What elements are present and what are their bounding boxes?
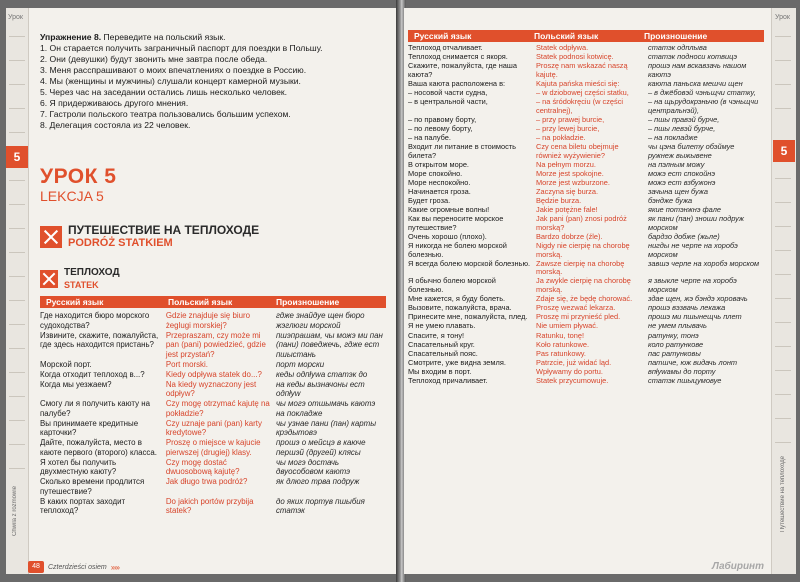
table-row [408,332,764,341]
cell-pron: статэк одплыва [648,43,707,52]
table-row [408,125,764,134]
cell-pron: бэндже бужа [648,196,693,206]
table-row [40,360,386,370]
cell-pl: Morze jest wzburzone. [536,177,610,187]
table-row [408,377,764,386]
cell-pron: гдже знайдуе щен бюро жэглюги морской [275,311,365,330]
rail-label: Урок [775,14,790,21]
table-row [40,477,386,496]
cell-ru: Я обычно болею морской болезнью. [408,276,496,295]
cell-ru: Мы входим в порт. [408,366,472,376]
cell-pl: Patrzcie, już widać ląd. [536,357,612,367]
cell-pl: – na pokładzie. [536,132,586,142]
cell-pl: Port morski. [165,359,208,369]
cell-ru: Скажите, пожалуйста, где наша каюта? [408,61,517,79]
table-row [40,419,386,438]
cell-pl: Na pełnym morzu. [536,159,596,169]
table-row [40,438,386,457]
cell-pron: нигды не черпе на хоробэ морском [648,241,738,259]
table-row [40,331,386,360]
cell-pl: Morze jest spokojne. [536,168,604,178]
exercise-title: Упражнение 8. [40,32,102,42]
subsection-title-pl: STATEK [64,280,99,290]
cell-pron: – на щьрудокрэньчю (в чэньщчи центральнэй), [648,97,759,115]
cell-ru: – по левому борту, [408,123,473,133]
cell-pron: чы могэ отшымачь каютэ на покладже [275,399,376,418]
cell-pron: прошэ нам вскавзачь нашом каютэ [648,61,747,79]
cell-ru: В открытом море. [408,159,469,169]
cell-pron: я звыкле черпе на хоробэ морском [648,276,737,295]
chevrons-icon: ››››› [110,562,120,572]
exercise-item: 7. Гастроли польского театра пользовались большим успехом. [40,109,291,119]
cell-ru: Дайте, пожалуйста, место в каюте первого (второго) класса. [40,438,157,457]
table-row [40,399,386,418]
cell-pl: Proszę mi przynieść pled. [536,312,621,322]
cell-pl: Jak pani (pan) znosi podróż morską? [536,214,627,232]
table-row [408,277,764,294]
cross-icon [40,226,62,248]
cell-ru: – носовой части судна, [408,87,488,97]
left-page [6,8,398,574]
section-title-ru: ПУТЕШЕСТВИЕ НА ТЕПЛОХОДЕ [68,223,260,237]
lesson-title-ru: УРОК 5 [40,165,117,188]
cell-pron: чы узнае пани (пан) карты крэдытовэ [275,418,377,437]
cell-pron: патшче, юж видачь лонт [648,357,738,367]
cell-ru: Смогу ли я получить каюту на палубе? [40,399,151,418]
cell-pl: Bardzo dobrze (źle). [536,231,603,241]
page-number: 48 [28,561,44,573]
cell-pl: – w dziobowej części statku, [536,87,629,97]
cell-ru: Входит ли питание в стоимость билета? [408,142,517,160]
header-pronunciation: Произношение [644,31,708,41]
cell-pron: чы могэ достачь двуособовом каютэ [275,457,351,476]
cell-pron: бардзо добже (жьле) [648,231,720,241]
cell-pl: Gdzie znajduje się biuro żeglugi morskiej? [165,311,251,330]
table-row [408,215,764,232]
cell-ru: – в центральной части, [408,97,488,107]
cell-pron: можэ ест спокойнэ [648,168,716,178]
cell-pron: прошэ вэзвачь лекажа [648,303,726,313]
cell-pl: Nigdy nie cierpię na chorobę morską. [536,241,630,259]
cell-pron: – на покладже [648,132,698,142]
rail-label: Урок [8,14,23,21]
cell-ru: Извините, скажите, пожалуйста, где здесь находится пристань? [40,330,159,349]
cell-pron: пшэпрашам, чы можэ ми пан (пани) поведжечь, гдже ест пшыстань [275,330,383,359]
rail-tab-lesson[interactable]: 5 [6,146,28,168]
cell-pl: Czy uznaje pani (pan) karty kredytowe? [165,418,262,437]
cell-pl: Jak długo trwa podróż? [165,477,248,486]
cell-pl: Proszę o miejsce w kajucie pierwszej (drugiej) klasy. [165,438,261,457]
cell-pl: – przy prawej burcie, [536,114,605,124]
cell-pl: Kiedy odpływa statek do...? [165,369,262,379]
cell-pl: Proszę nam wskazać naszą kajutę. [536,61,628,79]
cell-pl: Czy mogę dostać dwuosobową kajutę? [165,457,240,476]
cell-ru: Море спокойно. [408,168,463,178]
cell-ru: Спасательный круг. [408,339,475,349]
header-pronunciation: Произношение [276,297,340,307]
header-russian: Русский язык [414,31,472,41]
cell-pl: Zaczyna się burza. [536,187,599,196]
exercise-instruction: Переведите на польский язык. [103,32,226,42]
cell-ru: Море неспокойно. [408,177,471,187]
cell-pl: Przepraszam, czy może mi pan (pani) powiedzieć, gdzie jest przystań? [165,330,266,359]
table-row [408,98,764,115]
lesson-heading [40,166,116,204]
cell-pl: Na kiedy wyznaczony jest odpływ? [165,379,257,398]
cell-pron: пас ратунковы [648,348,701,358]
cell-pron: ратунку, тонэ [648,330,699,340]
cell-pron: зачына щен бужа [648,187,708,196]
table-row [40,380,386,399]
cell-ru: Когда мы уезжаем? [40,379,112,389]
exercise-item: 3. Меня расспрашивают о моих впечатлениях о поездке в Россию. [40,65,307,75]
cell-pron: впływaмы до порту [648,366,716,376]
cell-pron: – пшы левэй бурче, [648,123,716,133]
cell-pron: статэк пшыцумовуе [648,375,722,385]
cell-pron: як длюго трва подруж [275,477,360,486]
cell-ru: Где находится бюро морского судоходства? [40,311,150,330]
exercise-item: 6. Я придерживаюсь другого мнения. [40,98,189,108]
cell-ru: Я всегда болею морской болезнью. [408,258,531,268]
table-row [40,458,386,477]
cell-ru: – по правому борту, [408,114,477,124]
exercise-item: 5. Через час на заседании остались лишь несколько человек. [40,87,288,97]
watermark-logo: Лабиринт [711,561,764,572]
cell-ru: Мне кажется, я буду болеть. [408,294,506,304]
cell-pron: на пэлным можу [648,159,705,169]
table-header [40,296,386,308]
exercise-item: 8. Делегация состояла из 22 человек. [40,120,191,130]
page-footer [28,560,398,574]
cell-ru: Принесите мне, пожалуйста, плед. [408,312,528,322]
cell-pron: прошэ о мейсцэ в каюче першэй (другей) клясы [275,438,366,457]
table-row [408,350,764,359]
cell-pron: статэк подноси котвицэ [648,52,738,62]
exercise-8 [40,32,385,131]
cell-pl: – przy lewej burcie, [536,123,600,133]
cell-pl: Do jakich portów przybija statek? [165,496,254,515]
exercise-item: 4. Мы (женщины и мужчины) слушали концерт камерной музыки. [40,76,301,86]
cell-ru: Смотрите, уже видна земля. [408,357,506,367]
cell-pron: якие потэнжнэ фале [648,205,721,215]
cell-pron: каюта паньска мешчи щен [648,78,743,88]
header-polish: Польский язык [534,31,599,41]
cell-pl: Nie umiem pływać. [536,321,599,331]
exercise-item: 2. Они (девушки) будут звонить мне завтра после обеда. [40,54,268,64]
right-page [404,8,796,574]
cell-ru: Теплоход отчаливает. [408,43,483,52]
exercise-item: 1. Он старается получить заграничный паспорт для поездки в Польшу. [40,43,323,53]
cross-icon [40,270,58,288]
cell-pl: Wpływamy do portu. [536,366,603,376]
cell-pron: на кеды вызначоны ест одпływ [275,379,365,398]
cell-pron: порт морски [275,359,325,369]
cell-pron: завшэ черпе на хоробэ морском [648,258,760,268]
cell-ru: Спасательный пояс. [408,348,478,358]
cell-pron: не умем плывачь [648,321,707,331]
cell-ru: Спасите, я тону! [408,330,465,340]
cell-pl: Statek przycumowuje. [536,375,609,385]
cell-ru: Я хотел бы получить двухместную каюту? [40,457,117,476]
cell-pron: прошэ ми пшынещчь плет [648,312,742,322]
cell-ru: Морской порт. [40,359,92,369]
cell-ru: Я не умею плавать. [408,321,476,331]
table-row [408,341,764,350]
cell-ru: Вызовите, пожалуйста, врача. [408,303,512,313]
cell-pl: Koło ratunkowe. [536,339,589,349]
cell-pron: як пани (пан) зноши подруж морском [648,214,745,232]
section-title-pl: PODRÓŻ STATKIEM [68,237,173,249]
lesson-title-pl: LEKCJA 5 [40,188,104,204]
table-header [408,30,764,42]
cell-pl: Statek podnosi kotwicę. [536,52,614,62]
cell-pl: Zdaje się, że będę chorować. [536,294,633,304]
table-row [408,62,764,79]
cell-pron: коло ратункове [648,339,704,349]
cell-ru: Начинается гроза. [408,187,471,196]
phrase-table-right [408,44,764,386]
rail-tab-lesson[interactable]: 5 [773,140,795,162]
section-heading-journey [40,224,259,249]
cell-pl: Proszę wezwać lekarza. [536,303,616,313]
cell-ru: Какие огромные волны! [408,205,490,215]
cell-ru: Теплоход снимается с якоря. [408,52,508,62]
cell-pron: кеды одпływa статэк до [275,369,368,379]
cell-pl: Czy cena biletu obejmuje również wyżywienie? [536,142,619,160]
cell-pron: чы цэна билету обэймуе ружнеж выжывене [648,142,735,160]
section-heading-ship [40,266,120,291]
cell-ru: Теплоход причаливает. [408,375,488,385]
cell-ru: Сколько времени продлится путешествие? [40,477,145,496]
cell-pron: можэ ест взбужонэ [648,177,716,187]
phrase-table-left [40,311,386,516]
cell-pl: – na śródokręciu (w części centralnej), [536,97,624,115]
table-row [408,188,764,197]
rail-vertical-label: Путешествие на теплоходе [780,456,786,533]
cell-ru: Я никогда не болею морской болезнью. [408,241,507,259]
cell-ru: Очень хорошо (плохо). [408,231,487,241]
cell-pron: – пшы правэй бурче, [648,114,720,124]
subsection-title-ru: ТЕПЛОХОД [64,267,120,278]
table-row [408,322,764,331]
cell-ru: Как вы переносите морское путешествие? [408,214,504,232]
cell-ru: Когда отходит теплоход в...? [40,369,145,379]
table-row [40,311,386,330]
cell-pl: Zawsze cierpię na chorobę morską. [536,258,625,277]
cell-ru: Вы принимаете кредитные карточки? [40,418,139,437]
cell-pl: Będzie burza. [536,196,582,206]
right-rail [771,8,796,574]
cell-pl: Ja zwykle cierpię na chorobę morską. [536,276,631,295]
cell-pl: Pas ratunkowy. [536,348,586,358]
table-row [408,260,764,277]
header-polish: Польский язык [168,297,233,307]
cell-pl: Statek odpływa. [536,43,589,52]
cell-pron: до яких портув пшыбия статэк [275,496,365,515]
cell-ru: – на палубе. [408,132,451,142]
rail-vertical-label: Chwila z rozmowie [12,486,18,537]
cell-pron: – в джёбовэй чэньщчи статку, [648,87,756,97]
table-row [40,370,386,380]
left-rail [6,8,29,574]
cell-ru: Ваша каюта расположена в: [408,78,506,88]
cell-pl: Ratunku, tonę! [536,330,585,340]
cell-pl: Jakie potężne fale! [536,205,598,215]
table-row [408,242,764,259]
header-russian: Русский язык [46,297,104,307]
table-row [40,497,386,516]
cell-pron: здае щен, жэ бэндэ хоровачь [648,294,748,304]
cell-ru: Будет гроза. [408,196,451,206]
cell-pl: Kajuta pańska mieści się: [536,78,620,88]
table-row [408,143,764,160]
cell-pl: Czy mogę otrzymać kajutę na pokładzie? [165,399,270,418]
page-number-words: Czterdzieści osiem [48,563,107,571]
cell-ru: В каких портах заходит теплоход? [40,496,126,515]
